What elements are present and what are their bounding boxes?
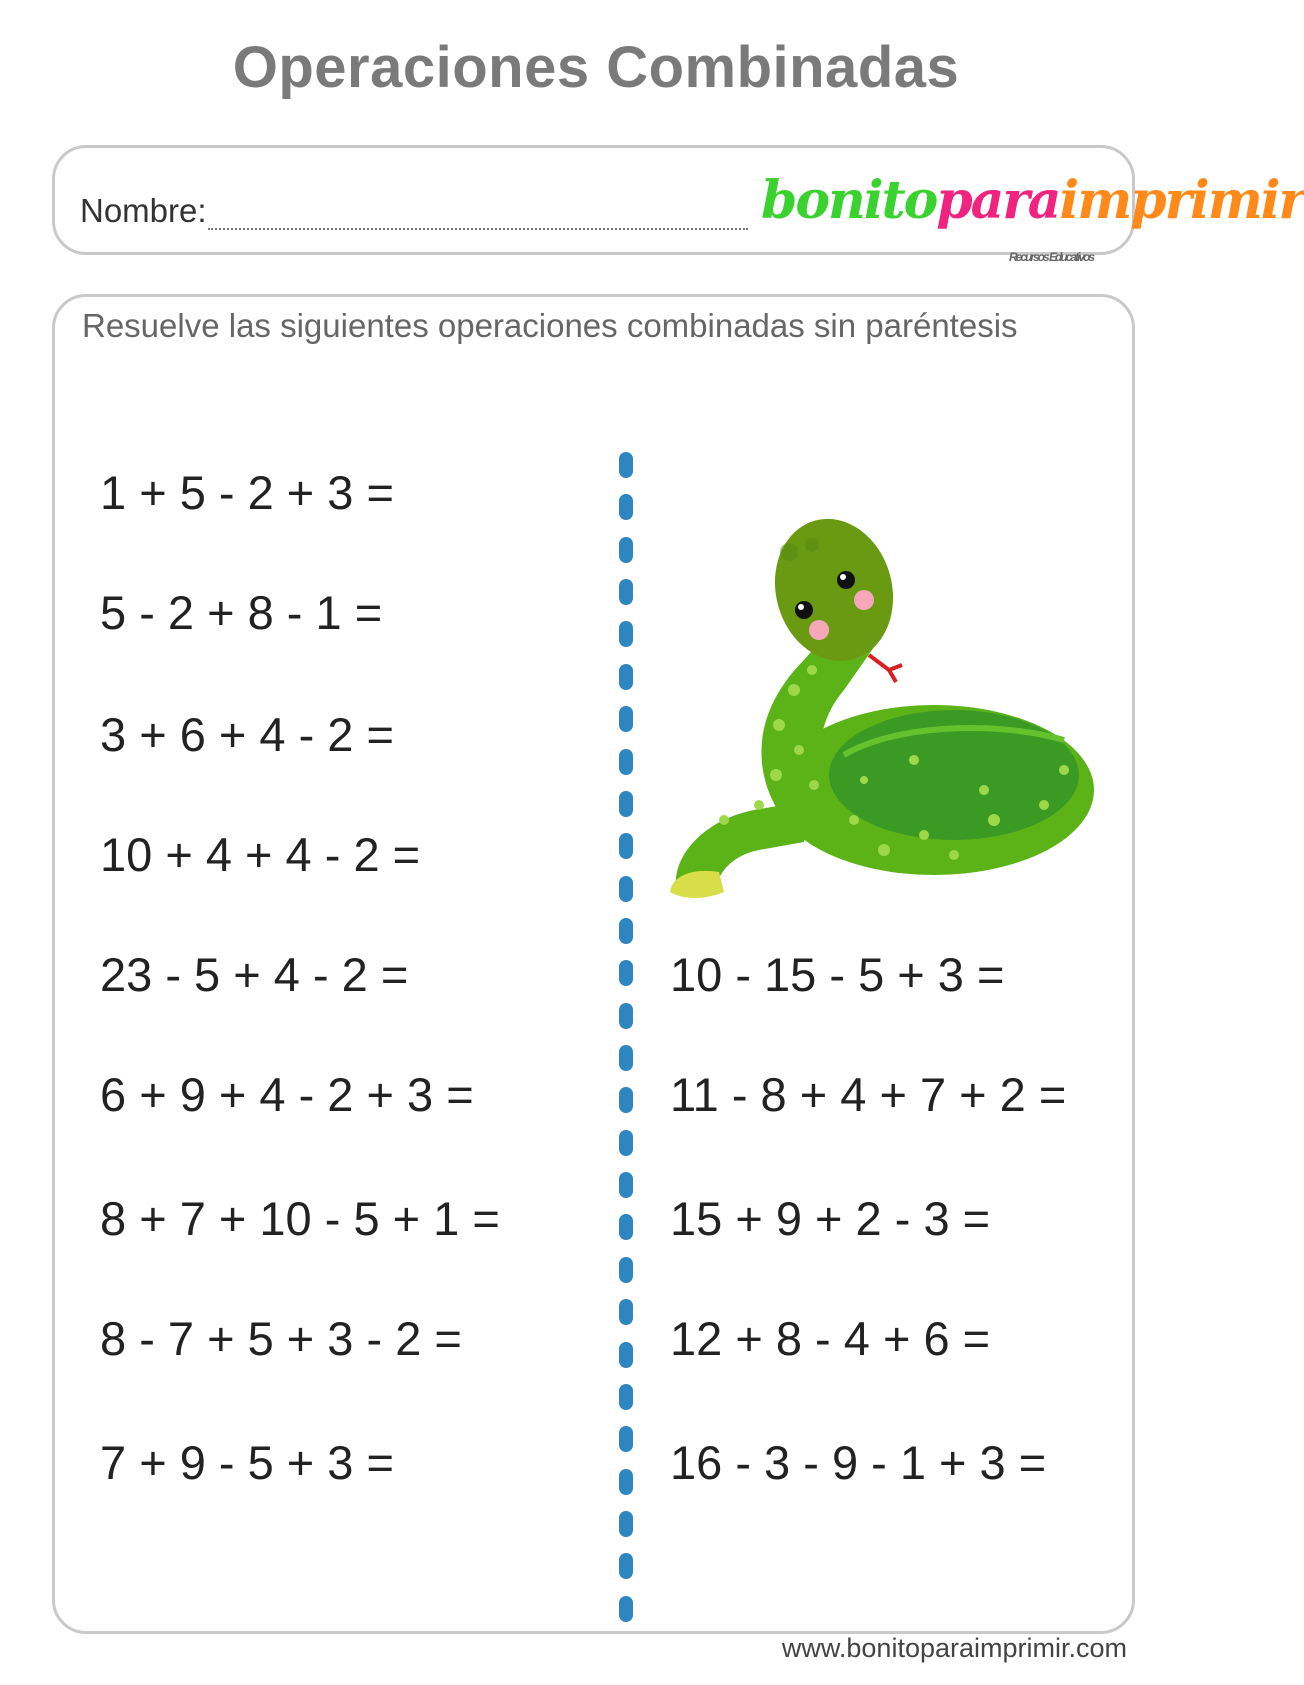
snake-illustration: [664, 520, 1104, 910]
divider-dash: [619, 1596, 633, 1622]
logo-subtitle: Recursos Educativos: [1008, 250, 1093, 264]
divider-dash: [619, 1469, 633, 1495]
divider-dash: [619, 1553, 633, 1579]
divider-dash: [619, 1130, 633, 1156]
operation-left-1: 1 + 5 - 2 + 3 =: [100, 466, 394, 519]
instructions: Resuelve las siguientes operaciones combinadas sin paréntesis: [82, 307, 1018, 344]
snake-cheek-left: [809, 620, 829, 640]
divider-dash: [619, 1384, 633, 1410]
operation-right-3: 15 + 9 + 2 - 3 =: [670, 1192, 991, 1245]
operation-left-4: 10 + 4 + 4 - 2 =: [100, 828, 421, 881]
snake-tongue: [869, 655, 902, 682]
divider-dash: [619, 1003, 633, 1029]
divider-dash: [619, 664, 633, 690]
name-field[interactable]: [208, 228, 748, 230]
divider-dash: [619, 1214, 633, 1240]
operation-left-3: 3 + 6 + 4 - 2 =: [100, 708, 394, 761]
operation-left-2: 5 - 2 + 8 - 1 =: [100, 586, 383, 639]
divider-dash: [619, 1045, 633, 1071]
dashed-divider: [619, 452, 633, 1622]
divider-dash: [619, 1172, 633, 1198]
operation-left-5: 23 - 5 + 4 - 2 =: [100, 948, 409, 1001]
divider-dash: [619, 749, 633, 775]
operation-right-5: 16 - 3 - 9 - 1 + 3 =: [670, 1436, 1047, 1489]
operation-left-7: 8 + 7 + 10 - 5 + 1 =: [100, 1192, 500, 1245]
divider-dash: [619, 1257, 633, 1283]
divider-dash: [619, 1426, 633, 1452]
name-box: [52, 145, 1304, 264]
operation-right-1: 10 - 15 - 5 + 3 =: [670, 948, 1005, 1001]
snake-head: [759, 505, 908, 674]
divider-dash: [619, 706, 633, 732]
name-label: Nombre:: [80, 192, 207, 229]
divider-dash: [619, 1087, 633, 1113]
operation-left-8: 8 - 7 + 5 + 3 - 2 =: [100, 1312, 462, 1365]
snake-eye-left: [795, 601, 813, 619]
brand-logo: [761, 170, 1304, 264]
logo-part-3: imprimir: [1059, 170, 1304, 231]
divider-dash: [619, 1342, 633, 1368]
divider-dash: [619, 579, 633, 605]
divider-dash: [619, 960, 633, 986]
divider-dash: [619, 621, 633, 647]
operation-right-2: 11 - 8 + 4 + 7 + 2 =: [670, 1068, 1067, 1121]
page-title: Operaciones Combinadas: [232, 35, 960, 100]
snake-eye-right: [837, 571, 855, 589]
divider-dash: [619, 791, 633, 817]
divider-dash: [619, 537, 633, 563]
divider-dash: [619, 1299, 633, 1325]
operation-left-9: 7 + 9 - 5 + 3 =: [100, 1436, 394, 1489]
operation-left-6: 6 + 9 + 4 - 2 + 3 =: [100, 1068, 474, 1121]
footer-url: www.bonitoparaimprimir.com: [781, 1633, 1127, 1663]
snake-cheek-right: [854, 590, 874, 610]
divider-dash: [619, 494, 633, 520]
divider-dash: [619, 918, 633, 944]
divider-dash: [619, 452, 633, 478]
divider-dash: [619, 876, 633, 902]
divider-dash: [619, 833, 633, 859]
logo-part-2: para: [936, 170, 1060, 231]
operation-right-4: 12 + 8 - 4 + 6 =: [670, 1312, 991, 1365]
logo-part-1: bonito: [761, 170, 937, 231]
divider-dash: [619, 1511, 633, 1537]
